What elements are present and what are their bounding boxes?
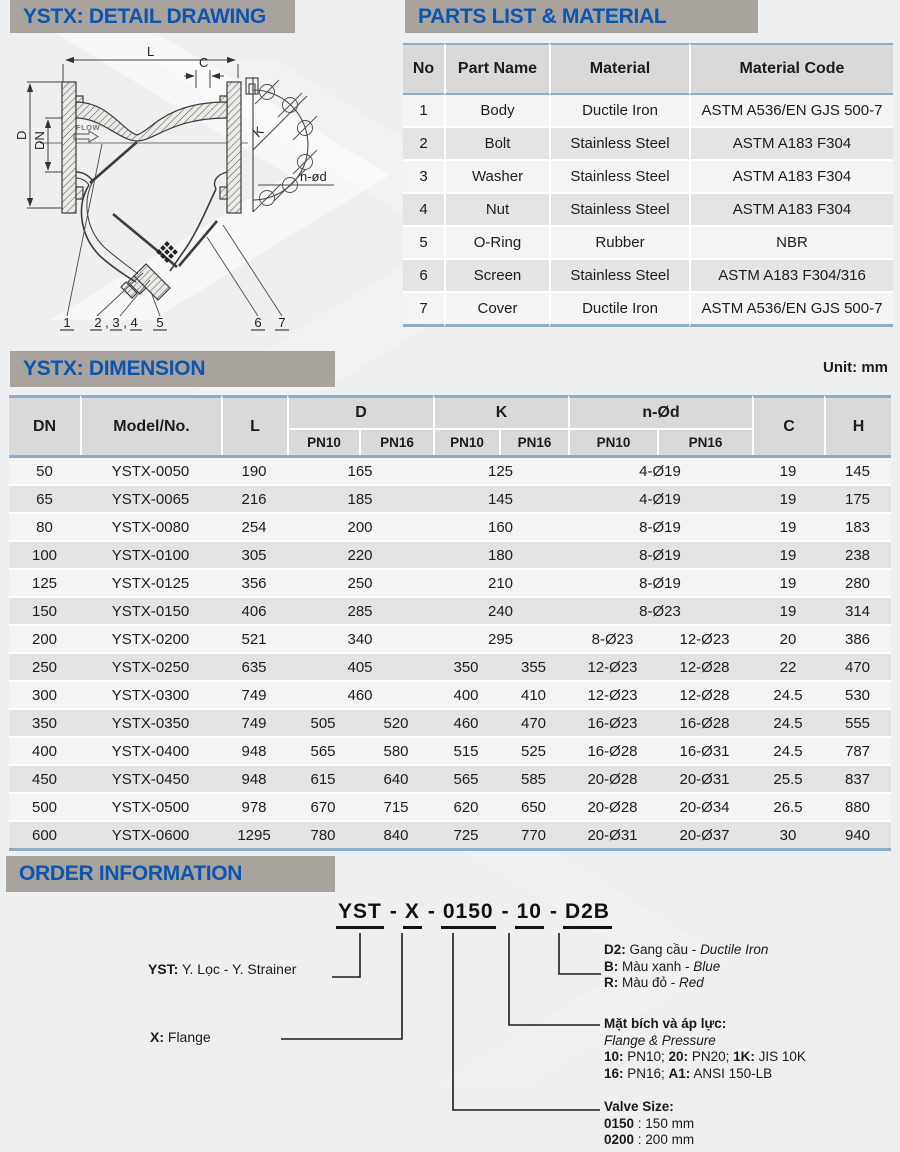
- parts-cell: Cover: [444, 291, 549, 327]
- dim-cell: YSTX-0150: [80, 596, 221, 624]
- dim-cell: 20-Ø34: [657, 792, 752, 820]
- dim-cell: 280: [824, 568, 891, 596]
- dim-cell: 725: [433, 820, 499, 851]
- col-material: Material: [549, 43, 689, 95]
- dim-cell: 50: [9, 455, 80, 484]
- label-text: A1:: [668, 1065, 691, 1081]
- label-text: Màu đỏ -: [618, 975, 680, 990]
- dim-row: [9, 764, 891, 792]
- dim-cell: 25.5: [752, 764, 824, 792]
- dim-cell: 400: [9, 736, 80, 764]
- col-c: C: [752, 395, 824, 455]
- col-no: No: [403, 43, 444, 95]
- dim-cell: 100: [9, 540, 80, 568]
- dim-cell: 8-Ø19: [568, 512, 752, 540]
- dim-cell: 20-Ø28: [568, 792, 657, 820]
- parts-cell: 1: [403, 95, 444, 126]
- dim-cell: 386: [824, 624, 891, 652]
- label-line: [604, 1016, 806, 1033]
- dim-cell: 600: [9, 820, 80, 851]
- svg-text:6: 6: [254, 315, 262, 330]
- dim-cell: 200: [9, 624, 80, 652]
- dim-cell: YSTX-0250: [80, 652, 221, 680]
- parts-cell: 4: [403, 192, 444, 225]
- dim-cell: 16-Ø31: [657, 736, 752, 764]
- parts-cell: ASTM A183 F304/316: [689, 258, 893, 291]
- label-text: Blue: [693, 958, 721, 974]
- parts-list-table: [403, 43, 893, 327]
- parts-cell: Stainless Steel: [549, 126, 689, 159]
- code-separator: -: [427, 900, 435, 923]
- parts-list-title: PARTS LIST & MATERIAL: [405, 0, 758, 33]
- dim-cell: 8-Ø19: [568, 568, 752, 596]
- label-text: JIS 10K: [754, 1049, 806, 1064]
- dim-cell: 175: [824, 484, 891, 512]
- label-text: 0150: [604, 1115, 635, 1131]
- parts-cell: Bolt: [444, 126, 549, 159]
- dim-row: [9, 596, 891, 624]
- dim-cell: 640: [359, 764, 433, 792]
- dim-cell: 715: [359, 792, 433, 820]
- dim-row: [9, 540, 891, 568]
- col-k-pn10: PN10: [433, 430, 499, 455]
- label-text: PN16;: [623, 1065, 669, 1081]
- svg-text:7: 7: [278, 315, 286, 330]
- col-nod-pn16: PN16: [657, 430, 752, 455]
- dim-cell: 183: [824, 512, 891, 540]
- label-text: Y. Lọc - Y. Strainer: [178, 961, 297, 977]
- dim-cell: 220: [287, 540, 433, 568]
- dim-row: [9, 708, 891, 736]
- order-label-x: [150, 1029, 211, 1045]
- dim-row: [9, 455, 891, 484]
- dim-header-row-1: [9, 395, 891, 430]
- label-text: PN10;: [623, 1049, 669, 1064]
- dim-cell: 19: [752, 455, 824, 484]
- screen-mesh: [156, 241, 178, 263]
- detail-drawing-title: YSTX: DETAIL DRAWING: [10, 0, 295, 33]
- callout-leaders: [67, 144, 282, 316]
- dim-cell: YSTX-0080: [80, 512, 221, 540]
- col-material-code: Material Code: [689, 43, 893, 95]
- dim-cell: 125: [9, 568, 80, 596]
- parts-cell: Washer: [444, 159, 549, 192]
- dim-cell: 19: [752, 484, 824, 512]
- col-k-pn16: PN16: [499, 430, 568, 455]
- col-dn: DN: [9, 395, 80, 455]
- label-text: : 200 mm: [634, 1132, 695, 1147]
- dim-cell: 145: [824, 455, 891, 484]
- svg-text:D: D: [14, 130, 29, 140]
- dim-cell: 470: [499, 708, 568, 736]
- parts-cell: ASTM A183 F304: [689, 126, 893, 159]
- code-segment: X: [403, 900, 422, 929]
- dim-cell: 410: [499, 680, 568, 708]
- dim-cell: 400: [433, 680, 499, 708]
- col-l: L: [221, 395, 287, 455]
- dim-cell: 165: [287, 455, 433, 484]
- dim-cell: 770: [499, 820, 568, 851]
- dim-cell: 216: [221, 484, 287, 512]
- dim-cell: 145: [433, 484, 568, 512]
- label-text: 0200: [604, 1132, 635, 1147]
- label-text: : 150 mm: [634, 1115, 695, 1131]
- svg-text:L: L: [147, 44, 155, 59]
- parts-cell: ASTM A536/EN GJS 500-7: [689, 291, 893, 327]
- dim-cell: 250: [9, 652, 80, 680]
- label-line: [604, 1099, 694, 1116]
- label-text: B:: [604, 958, 619, 974]
- label-line: [604, 1049, 806, 1066]
- dim-cell: 670: [287, 792, 359, 820]
- col-part-name: Part Name: [444, 43, 549, 95]
- dim-row: [9, 568, 891, 596]
- parts-cell: NBR: [689, 225, 893, 258]
- dim-cell: 505: [287, 708, 359, 736]
- parts-cell: Body: [444, 95, 549, 126]
- parts-row: [403, 258, 893, 291]
- dim-cell: 12-Ø23: [657, 624, 752, 652]
- parts-cell: ASTM A183 F304: [689, 159, 893, 192]
- dim-row: [9, 820, 891, 851]
- label-line: [604, 1132, 694, 1149]
- dim-cell: 24.5: [752, 680, 824, 708]
- dim-cell: YSTX-0200: [80, 624, 221, 652]
- order-connector-lines: [0, 856, 900, 1152]
- dim-cell: 565: [433, 764, 499, 792]
- dim-cell: 880: [824, 792, 891, 820]
- dim-cell: 238: [824, 540, 891, 568]
- label-text: Valve Size:: [604, 1099, 674, 1114]
- dim-cell: 650: [499, 792, 568, 820]
- svg-text:5: 5: [156, 315, 164, 330]
- dim-cell: 837: [824, 764, 891, 792]
- dim-cell: YSTX-0400: [80, 736, 221, 764]
- parts-cell: 3: [403, 159, 444, 192]
- label-text: Gang cầu -: [625, 942, 701, 957]
- dim-row: [9, 680, 891, 708]
- dim-cell: 350: [9, 708, 80, 736]
- dimension-title: YSTX: DIMENSION: [10, 351, 335, 387]
- dim-cell: 210: [433, 568, 568, 596]
- parts-cell: 6: [403, 258, 444, 291]
- top-bolt-detail: [246, 78, 258, 94]
- dim-cell: 240: [433, 596, 568, 624]
- parts-cell: ASTM A536/EN GJS 500-7: [689, 95, 893, 126]
- col-d-pn10: PN10: [287, 430, 359, 455]
- dim-cell: 460: [287, 680, 433, 708]
- dim-cell: 16-Ø28: [568, 736, 657, 764]
- parts-row: [403, 95, 893, 126]
- code-segment: 10: [515, 900, 544, 929]
- dim-cell: 749: [221, 708, 287, 736]
- dim-cell: 300: [9, 680, 80, 708]
- dim-cell: 20-Ø28: [568, 764, 657, 792]
- svg-text:C: C: [199, 55, 209, 70]
- parts-row: [403, 225, 893, 258]
- dim-cell: 405: [287, 652, 433, 680]
- label-text: 16:: [604, 1065, 624, 1081]
- dim-cell: 160: [433, 512, 568, 540]
- label-text: X:: [150, 1029, 164, 1045]
- label-line: [604, 1066, 806, 1083]
- label-text: D2:: [604, 942, 626, 957]
- parts-cell: O-Ring: [444, 225, 549, 258]
- parts-cell: Stainless Steel: [549, 192, 689, 225]
- dim-row: [9, 624, 891, 652]
- dim-cell: 530: [824, 680, 891, 708]
- dim-cell: 314: [824, 596, 891, 624]
- label-text: Mặt bích và áp lực:: [604, 1016, 727, 1031]
- dim-row: [9, 736, 891, 764]
- label-text: Màu xanh -: [618, 958, 694, 974]
- label-text: Flange & Pressure: [604, 1032, 716, 1048]
- label-text: PN20;: [688, 1049, 734, 1064]
- dim-cell: YSTX-0050: [80, 455, 221, 484]
- parts-cell: Screen: [444, 258, 549, 291]
- dim-cell: 4-Ø19: [568, 484, 752, 512]
- label-text: ANSI 150-LB: [690, 1065, 773, 1081]
- col-h: H: [824, 395, 891, 455]
- parts-cell: 5: [403, 225, 444, 258]
- dim-cell: 285: [287, 596, 433, 624]
- dim-cell: 787: [824, 736, 891, 764]
- svg-text:FLOW: FLOW: [76, 123, 101, 132]
- dim-cell: 125: [433, 455, 568, 484]
- dim-cell: 20-Ø37: [657, 820, 752, 851]
- parts-cell: Nut: [444, 192, 549, 225]
- dim-cell: 12-Ø28: [657, 652, 752, 680]
- parts-cell: 2: [403, 126, 444, 159]
- label-line: [604, 959, 768, 976]
- dim-cell: 180: [433, 540, 568, 568]
- dim-cell: 200: [287, 512, 433, 540]
- dim-cell: 19: [752, 512, 824, 540]
- dim-cell: 185: [287, 484, 433, 512]
- dim-cell: 978: [221, 792, 287, 820]
- dim-cell: 4-Ø19: [568, 455, 752, 484]
- dim-cell: YSTX-0065: [80, 484, 221, 512]
- dim-cell: 12-Ø23: [568, 652, 657, 680]
- dim-cell: 19: [752, 596, 824, 624]
- dim-cell: 19: [752, 540, 824, 568]
- dim-cell: 8-Ø19: [568, 540, 752, 568]
- y-strainer-technical-drawing: [0, 38, 400, 340]
- dim-cell: 615: [287, 764, 359, 792]
- dim-cell: 635: [221, 652, 287, 680]
- dim-cell: 350: [433, 652, 499, 680]
- dim-cell: YSTX-0350: [80, 708, 221, 736]
- dim-cell: 749: [221, 680, 287, 708]
- dim-row: [9, 512, 891, 540]
- dim-cell: 65: [9, 484, 80, 512]
- code-separator: -: [501, 900, 509, 923]
- dim-cell: 1295: [221, 820, 287, 851]
- parts-cell: Rubber: [549, 225, 689, 258]
- order-label-material-color: [604, 942, 768, 992]
- dim-cell: 450: [9, 764, 80, 792]
- dim-cell: 22: [752, 652, 824, 680]
- code-segment: YST: [336, 900, 384, 929]
- label-text: 1K:: [733, 1049, 755, 1064]
- unit-label: Unit: mm: [823, 359, 888, 376]
- label-text: 20:: [668, 1049, 689, 1064]
- strainer-body: [76, 142, 227, 282]
- order-label-valve-size: [604, 1099, 694, 1149]
- order-label-flange-pressure: [604, 1016, 806, 1082]
- dim-cell: 190: [221, 455, 287, 484]
- label-text: Flange: [164, 1029, 211, 1045]
- dim-cell: YSTX-0100: [80, 540, 221, 568]
- dim-cell: YSTX-0600: [80, 820, 221, 851]
- svg-text:1: 1: [63, 315, 71, 330]
- dim-cell: 30: [752, 820, 824, 851]
- parts-cell: Stainless Steel: [549, 159, 689, 192]
- parts-cell: 7: [403, 291, 444, 327]
- dimension-table: [9, 395, 891, 851]
- dim-row: [9, 792, 891, 820]
- col-group-k: K: [433, 395, 568, 430]
- svg-text:2 , 3 , 4: 2 , 3 , 4: [94, 315, 138, 330]
- dim-cell: YSTX-0125: [80, 568, 221, 596]
- dim-cell: 20-Ø31: [657, 764, 752, 792]
- dim-cell: 470: [824, 652, 891, 680]
- col-model: Model/No.: [80, 395, 221, 455]
- dim-cell: 8-Ø23: [568, 596, 752, 624]
- dim-cell: 406: [221, 596, 287, 624]
- dim-cell: 24.5: [752, 708, 824, 736]
- parts-row: [403, 159, 893, 192]
- dim-cell: 254: [221, 512, 287, 540]
- parts-row: [403, 126, 893, 159]
- dim-cell: 620: [433, 792, 499, 820]
- dim-cell: 80: [9, 512, 80, 540]
- dim-cell: 780: [287, 820, 359, 851]
- dim-cell: 460: [433, 708, 499, 736]
- parts-cell: Stainless Steel: [549, 258, 689, 291]
- callout-numbers: [63, 315, 285, 330]
- dim-cell: 840: [359, 820, 433, 851]
- parts-header-row: [403, 43, 893, 95]
- label-line: [604, 1033, 806, 1050]
- label-text: Red: [679, 975, 704, 990]
- dim-cell: 585: [499, 764, 568, 792]
- dim-cell: 356: [221, 568, 287, 596]
- parts-row: [403, 192, 893, 225]
- svg-text:n-ød: n-ød: [300, 169, 327, 184]
- label-line: [604, 975, 768, 992]
- dim-cell: 12-Ø23: [568, 680, 657, 708]
- label-text: 10:: [604, 1049, 624, 1064]
- dim-cell: 20-Ø31: [568, 820, 657, 851]
- dim-cell: YSTX-0500: [80, 792, 221, 820]
- code-separator: -: [389, 900, 397, 923]
- svg-text:K: K: [249, 123, 267, 141]
- dim-cell: YSTX-0450: [80, 764, 221, 792]
- order-label-yst: [148, 961, 296, 977]
- dim-cell: 20: [752, 624, 824, 652]
- parts-cell: Ductile Iron: [549, 291, 689, 327]
- dim-cell: 940: [824, 820, 891, 851]
- dim-cell: 355: [499, 652, 568, 680]
- col-d-pn16: PN16: [359, 430, 433, 455]
- label-text: YST:: [148, 961, 179, 977]
- dim-cell: 26.5: [752, 792, 824, 820]
- code-segment: 0150: [441, 900, 496, 929]
- dim-cell: 948: [221, 736, 287, 764]
- dim-row: [9, 484, 891, 512]
- flow-arrow: [74, 123, 100, 142]
- dim-cell: 555: [824, 708, 891, 736]
- dim-cell: 565: [287, 736, 359, 764]
- order-information-title: ORDER INFORMATION: [6, 856, 335, 892]
- parts-row: [403, 291, 893, 327]
- label-text: R:: [604, 975, 619, 990]
- dim-cell: 515: [433, 736, 499, 764]
- dim-cell: 948: [221, 764, 287, 792]
- svg-text:DN: DN: [32, 131, 47, 150]
- dim-cell: 521: [221, 624, 287, 652]
- col-group-d: D: [287, 395, 433, 430]
- bolt-circle: [253, 77, 334, 212]
- dim-cell: YSTX-0300: [80, 680, 221, 708]
- label-line: [604, 942, 768, 959]
- dim-cell: 150: [9, 596, 80, 624]
- col-group-nod: n-Ød: [568, 395, 752, 430]
- dim-cell: 500: [9, 792, 80, 820]
- dim-cell: 520: [359, 708, 433, 736]
- label-line: [604, 1116, 694, 1133]
- parts-cell: Ductile Iron: [549, 95, 689, 126]
- dim-row: [9, 652, 891, 680]
- dim-cell: 250: [287, 568, 433, 596]
- dim-cell: 295: [433, 624, 568, 652]
- dim-cell: 340: [287, 624, 433, 652]
- dim-cell: 24.5: [752, 736, 824, 764]
- dim-cell: 16-Ø23: [568, 708, 657, 736]
- dim-cell: 8-Ø23: [568, 624, 657, 652]
- dim-cell: 525: [499, 736, 568, 764]
- dim-cell: 12-Ø28: [657, 680, 752, 708]
- label-text: Ductile Iron: [700, 942, 769, 957]
- dim-cell: 19: [752, 568, 824, 596]
- col-nod-pn10: PN10: [568, 430, 657, 455]
- dim-cell: 580: [359, 736, 433, 764]
- code-separator: -: [549, 900, 557, 923]
- dim-cell: 305: [221, 540, 287, 568]
- dim-cell: 16-Ø28: [657, 708, 752, 736]
- code-segment: D2B: [563, 900, 612, 929]
- parts-cell: ASTM A183 F304: [689, 192, 893, 225]
